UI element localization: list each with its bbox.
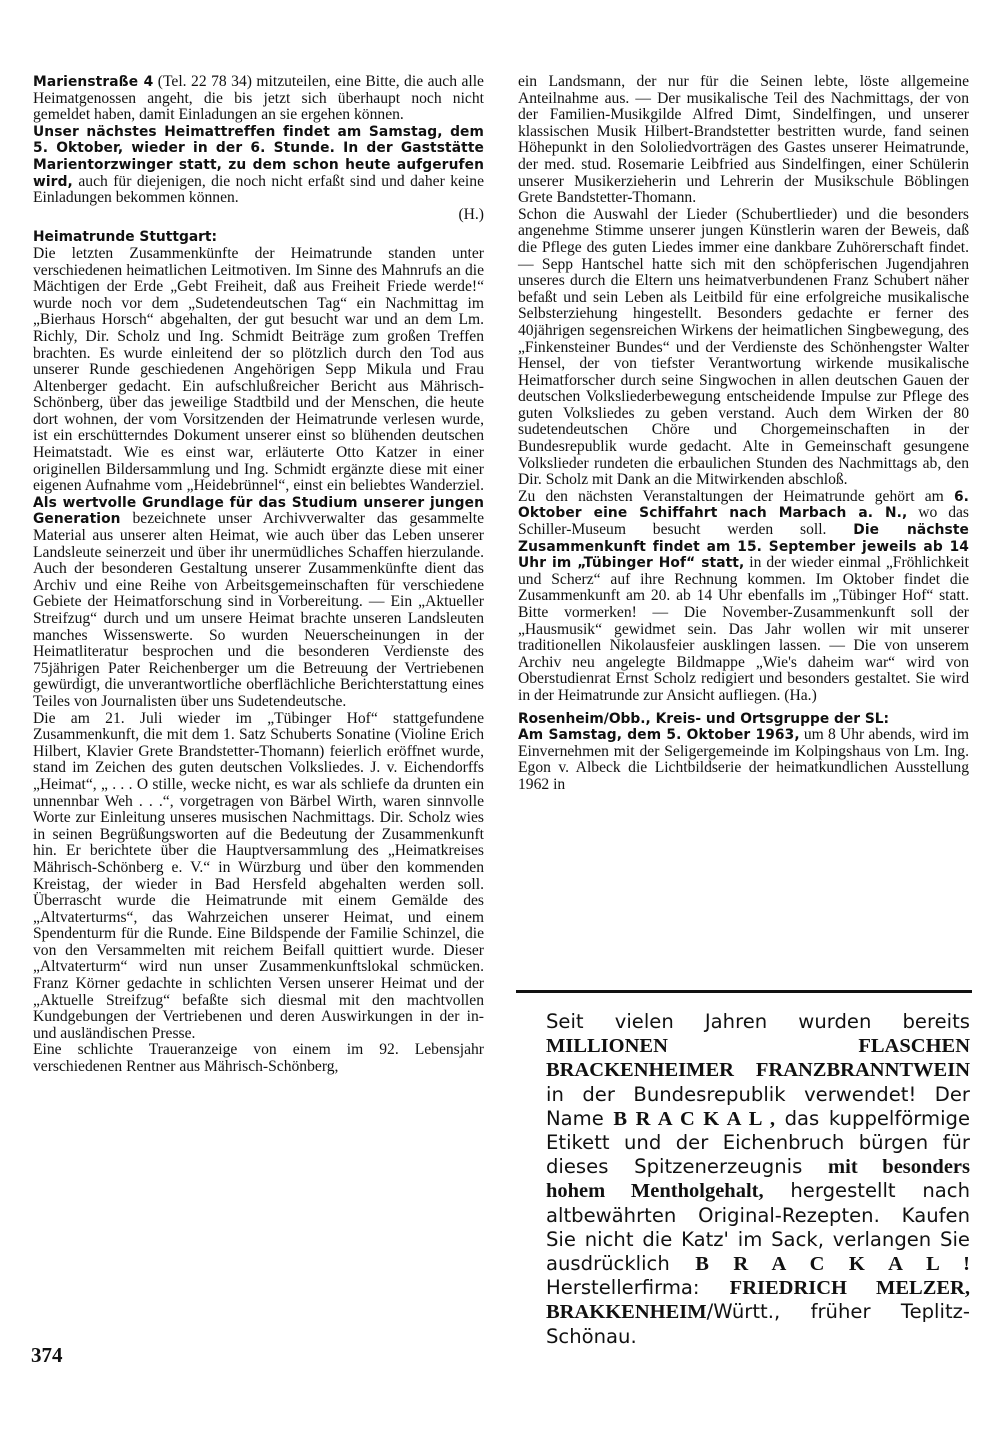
stuttgart-bold: Als wertvolle Grundlage für das Studium unserer jungen Generation bbox=[33, 494, 484, 528]
paragraph-rosenheim bbox=[518, 727, 969, 793]
ad-bold-brand-2: B R A C K A L ! bbox=[695, 1253, 970, 1276]
signature-h: (H.) bbox=[458, 205, 484, 223]
paragraph-music-program: ein Landsmann, der nur für die Seinen lebte, löste allgemeine Anteilnahme aus. — Der musikalische Teil des Nachmittags, der von der Familien-Musikgilde Alfred Dimt, Sindelfingen, und unserer klassischen Musik Hilbert-Brandstetter bestritten wurde, fand seinen Höhepunkt in den Sololiedvorträgen des Gastes unserer Heimatrunde, der med. stud. Rosemarie Leibfried aus Sindelfingen, einer Schülerin unserer Musikerzieherin und Lehrerin der Musikschule Böblingen Grete Bandstetter-Thomann. bbox=[518, 73, 969, 207]
paragraph-upcoming-events bbox=[518, 489, 969, 705]
rosenheim-bold: Am Samstag, dem 5. Oktober 1963, bbox=[518, 727, 800, 744]
left-column bbox=[33, 74, 484, 1076]
events-text-c: in der wieder einmal „Fröhlichkeit und Scherz“ auf ihre Rechnung kommen. Im Oktober findet die Zusammenkunft am 20. ab 14 Uhr ebenfalls im „Tübinger Hof“ statt. Bitte vormerken! — Die November-Zusammenkunft soll der „Hausmusik“ gewidmet sein. Das Jahr wollen wir mit unserer traditionellen Nikolausfeier ausklingen lassen. — Die von unserem Archiv neu angelegte Bildmappe „Wie's daheim war“ wird von Oberstudienrat Ernst Scholz redigiert und besonders gestaltet. Sie wird in der Heimatrunde zur Ansicht aufliegen. (Ha.) bbox=[518, 554, 969, 704]
paragraph-address bbox=[33, 74, 484, 124]
stuttgart-text-b: bezeichnete unser Archivverwalter das gesammelte Material aus unserer alten Heimat, wie auch über das Leben unserer Landsleute seinerzeit und über ihr unermüdliches Schaffen hierzulande. Auch der besonderen Gestaltung unserer Zusammenkünfte dient das Archiv und eine Reihe von Arbeitsgemeinschaften für verschiedene Gebiete der Heimatforschung sind in Vorbereitung. — Ein „Aktueller Streifzug“ durch und um unsere Heimat brachte unseren Landsleuten manches Wissenswerte. So wurden Neuerscheinungen in der Heimatliteratur besprochen und die besonderen Verdienste des 75jährigen Pater Reichenberger um die Betreuung der Vertriebenen gewürdigt, die unverantwortliche oberflächliche Berichterstattung eines Teiles von Journalisten über uns Sudetendeutsche. bbox=[33, 510, 484, 710]
ad-bold-company: FRIEDRICH MELZER, BRAKKENHEIM bbox=[546, 1277, 970, 1324]
paragraph-next-meeting bbox=[33, 124, 484, 207]
events-text-b: wo das Schiller-Museum besucht werden soll. bbox=[518, 504, 969, 539]
right-column bbox=[518, 74, 969, 794]
advertisement-divider bbox=[516, 990, 972, 993]
address-bold: Marienstraße 4 bbox=[33, 74, 154, 90]
ad-text-1: Seit vielen Jahren wurden bereits bbox=[546, 1010, 970, 1033]
ad-text-6: /Württ., früher Teplitz-Schönau. bbox=[546, 1300, 970, 1348]
stuttgart-text-a: Die letzten Zusammenkünfte der Heimatrunde standen unter verschiedenen heimatlichen Leitmotiven. Im Sinne des Mahnrufs an die Mächtigen der Erde „Gebt Freiheit, daß aus Freiheit Friede werde!“ wurde noch vor dem „Sudetendeutschen Tag“ ein Nachmittag im „Bierhaus Horsch“ abgehalten, der gut besucht war und an dem Lm. Richly, Dir. Scholz und Ing. Schmidt Beiträge zum großen Treffen brachten. Es wurde einleitend der so plötzlich durch den Tod aus unserer Runde geschiedenen Angehörigen Sepp Mikula und Frau Altenberger gedacht. Ein aufschlußreicher Bericht aus Mährisch-Schönberg, über das jeweilige Stadtbild und der Menschen, die heute dort wohnen, der vom Vorsitzenden der Heimatrunde verlesen wurde, ist ein erschütterndes Dokument unserer einst so blühenden deutschen Heimatstadt. Wie es einst war, erläuterte Otto Katzer in einer originellen Bildersammlung und Ing. Schmidt ergänzte diese mit einer eigenen Aufnahme vom „Heidebrünnel“, einst ein beliebtes Wanderziel. bbox=[33, 244, 484, 495]
ad-bold-1: MILLIONEN FLASCHEN BRACKENHEIMER FRANZBRANNTWEIN bbox=[546, 1035, 970, 1082]
paragraph-stuttgart-report bbox=[33, 246, 484, 711]
ad-bold-brand: B R A C K A L , bbox=[613, 1107, 775, 1130]
next-meeting-bold: Unser nächstes Heimattreffen findet am Samstag, dem 5. Oktober, wieder in der 6. Stunde. In der Gaststätte Marientorzwinger statt, zu dem schon heute aufgerufen wird, bbox=[33, 123, 484, 190]
heading-stuttgart: Heimatrunde Stuttgart: bbox=[33, 229, 218, 246]
paragraph-obituary-start: Eine schlichte Traueranzeige von einem im 92. Lebensjahr verschiedenen Rentner aus Mährisch-Schönberg, bbox=[33, 1041, 484, 1076]
advertisement-brackal bbox=[546, 1010, 970, 1349]
ad-bold-3: mit besonders hohem Mentholgehalt, bbox=[546, 1156, 970, 1203]
events-bold-a: 6. Oktober eine Schiffahrt nach Marbach a. N., bbox=[518, 488, 969, 522]
page-number: 374 bbox=[31, 1343, 63, 1367]
paragraph-july-meeting: Die am 21. Juli wieder im „Tübinger Hof“ stattgefundene Zusammenkunft, die mit dem 1. Satz Schuberts Sonatine (Violine Erich Hilbert, Klavier Grete Brandstetter-Thomann) feierlich eröffnet wurde, stand im Zeichen des guten deutschen Volksliedes. J. v. Eichendorffs „Heimat“, „ . . . O stille, wecke nicht, es war als schliefe da drunten ein unnennbar Weh . . .“, vorgetragen von Bärbel Wirth, waren sinnvolle Worte zur Einleitung unseres musischen Nachmittags. Dir. Scholz wies in seinen Begrüßungsworten auf die Bedeutung der Zusammenkunft hin. Er berichtete über die Hauptversammlung des „Heimatkreises Mährisch-Schönberg e. V.“ in Würzburg und über den kommenden Kreistag, der wieder in Bad Hersfeld abgehalten werden soll. Überrascht wurde die Heimatrunde mit einem Gemälde des „Altvaterturms“, das Wahrzeichen unserer Heimat, und einem Spendenturm für die Runde. Eine Bildspende der Familie Schinzel, die von den Versammelten mit reichem Beifall quittiert wurde. Dieser „Altvaterturm“ wird nun unser Zusammenkunftslokal schmücken. Franz Körner gedachte in schlichten Versen unserer Heimat und der „Aktuelle Streifzug“ befaßte sich diesmal mit den machtvollen Kundgebungen der Vertriebenen und deren Auswirkungen in der in- und ausländischen Presse. bbox=[33, 709, 484, 1042]
rosenheim-text: um 8 Uhr abends, wird im Einvernehmen mit der Seligergemeinde im Kolpingshaus von Lm. Ing. Egon v. Albeck die Lichtbildserie der heimatkundlichen Ausstellung 1962 in bbox=[518, 726, 969, 793]
ad-text-4: hergestellt nach altbewährten Original-Rezepten. Kaufen Sie nicht die Katz' im Sack, verlangen Sie ausdrücklich bbox=[546, 1179, 970, 1276]
events-text-a: Zu den nächsten Veranstaltungen der Heimatrunde gehört am bbox=[518, 487, 954, 505]
next-meeting-text: auch für diejenigen, die noch nicht erfaßt sind und daher keine Einladungen bekommen können. bbox=[33, 172, 484, 207]
advertisement-text bbox=[546, 1010, 970, 1349]
ad-text-5: Herstellerfirma: bbox=[546, 1276, 730, 1300]
heading-rosenheim: Rosenheim/Obb., Kreis- und Ortsgruppe der SL: bbox=[518, 710, 890, 727]
events-bold-b: Die nächste Zusammenkunft findet am 15. September jeweils ab 14 Uhr im „Tübinger Hof“ statt, bbox=[518, 522, 969, 572]
address-text: (Tel. 22 78 34) mitzuteilen, eine Bitte, die auch alle Heimatgenossen angeht, die bis jetzt sich überhaupt noch nicht gemeldet haben, damit Einladungen an sie ergehen können. bbox=[33, 73, 484, 124]
paragraph-songs: Schon die Auswahl der Lieder (Schubertlieder) und die besonders angenehme Stimme unserer jungen Künstlerin waren der Beweis, daß die Pflege des guten Liedes immer eine dankbare Zuhörerschaft findet. — Sepp Hantschel hatte sich mit den schöpferischen Jugendjahren unseres durch die Eltern uns heimatverbundenen Franz Schubert näher befaßt und sein Leben als Leitbild für eine erfolgreiche musikalische Selbsterziehung hingestellt. Besonders gedachte er ferner des 40jährigen segensreichen Wirkens der heimatlichen Singbewegung, des „Finkensteiner Bundes“ und der Verdienste des Schönhengster Walter Hensel, der von tiefster Verantwortung wirkende musikalische Heimatforscher durch seine Singwochen in allen deutschen Gauen der deutschen Volksliederbewegung entscheidende Impulse zur Pflege des guten Volksliedes zu geben verstand. Auch dem Wirken der 80 sudetendeutschen Chöre und Chorgemeinschaften in der Bundesrepublik wurde gedacht. Alte in Gemeinschaft gesungene Volkslieder rundeten die erbaulichen Stunden des Nachmittags ab, den Dir. Scholz mit Dank an die Mitwirkenden abschloß. bbox=[518, 205, 969, 489]
ad-text-3: das kuppelförmige Etikett und der Eichenbruch bürgen für dieses Spitzenerzeugnis bbox=[546, 1106, 970, 1179]
ad-text-2: in der Bundesrepublik verwendet! Der Name bbox=[546, 1082, 970, 1130]
